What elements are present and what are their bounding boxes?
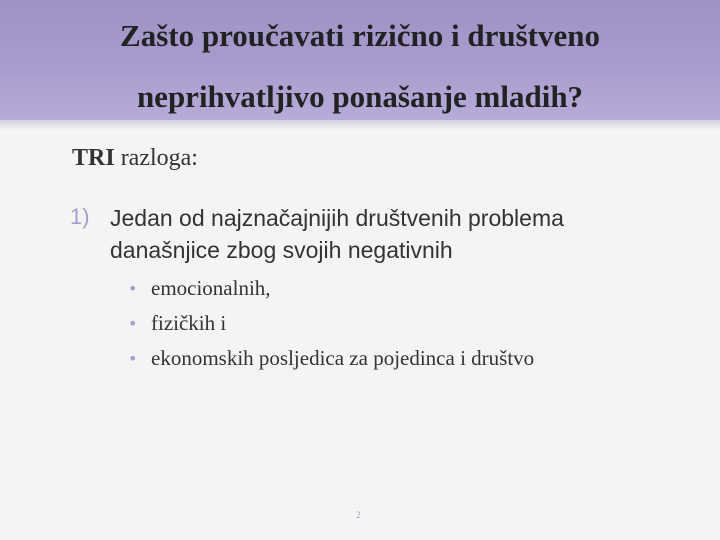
- slide-title-line-2: neprihvatljivo ponašanje mladih?: [136, 79, 584, 114]
- bullet-text: ekonomskih posljedica za pojedinca i društvo: [151, 346, 535, 370]
- numbered-item-text: [110, 202, 670, 266]
- bullet-dot-icon: •: [128, 314, 138, 333]
- bullet-text: emocionalnih,: [151, 276, 271, 300]
- bullet-text: fizičkih i: [151, 311, 227, 335]
- numbered-marker: 1): [70, 204, 90, 229]
- numbered-item-line-2: današnjice zbog svojih negativnih: [110, 237, 453, 263]
- intro-text: [72, 145, 198, 172]
- bullet-dot-icon: •: [128, 349, 138, 368]
- slide-title-line-1: Zašto proučavati rizično i društveno: [120, 18, 600, 53]
- intro-rest: razloga:: [114, 145, 198, 171]
- title-band: [0, 0, 720, 120]
- page-number: 2: [356, 510, 361, 520]
- intro-bold: TRI: [72, 145, 115, 171]
- numbered-item-line-1: Jedan od najznačajnijih društvenih problema: [110, 205, 564, 231]
- bullet-dot-icon: •: [128, 279, 138, 298]
